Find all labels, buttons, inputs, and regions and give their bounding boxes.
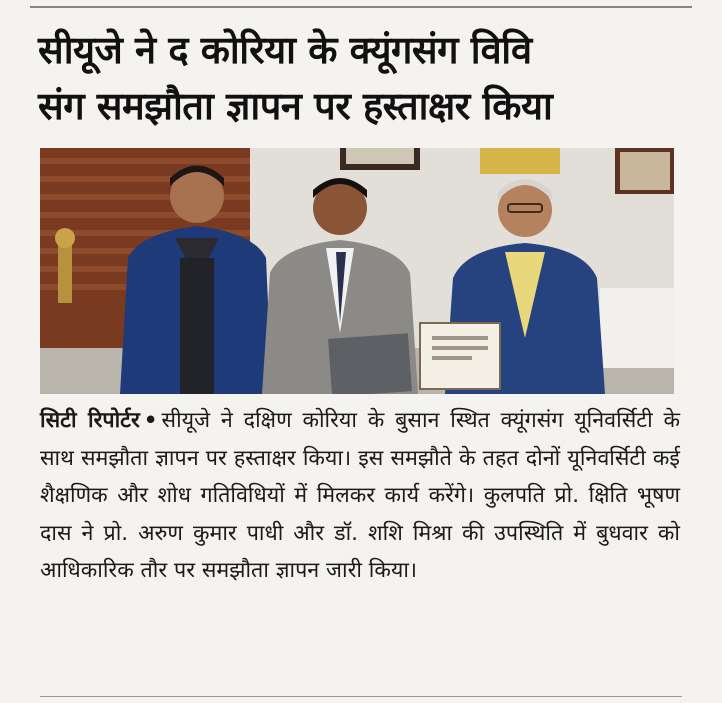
group-photo-icon [40,148,674,394]
news-photo [40,148,674,394]
headline-line-1: सीयूजे ने द कोरिया के क्यूंगसंग विवि [38,28,532,72]
article-body [40,402,680,590]
headline [38,22,688,134]
article-text: सीयूजे ने दक्षिण कोरिया के बुसान स्थित क्यूंगसंग यूनिवर्सिटी के साथ समझौता ज्ञापन पर हस्ताक्षर किया। इस समझौते के तहत दोनों यूनिवर्सिटी कई शैक्षणिक और शोध गतिविधियों में मिलकर कार्य करेंगे। कुलपति प्रो. क्षिति भूषण दास ने प्रो. अरुण कुमार पाधी और डॉ. शशि मिश्रा की उपस्थिति में बुधवार को आधिकारिक तौर पर समझौता ज्ञापन जारी किया। [40,408,681,583]
byline-bullet: • [143,408,158,433]
headline-line-2: संग समझौता ज्ञापन पर हस्ताक्षर किया [38,84,553,128]
top-rule [30,6,692,8]
byline: सिटी रिपोर्टर [40,408,140,433]
bottom-rule [40,696,682,697]
